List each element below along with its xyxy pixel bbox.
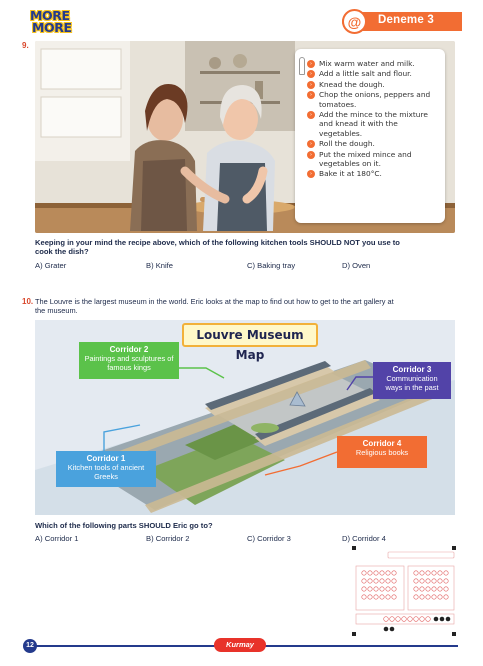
option-a[interactable]: A) Grater (35, 261, 67, 270)
option-c[interactable]: C) Baking tray (247, 261, 296, 270)
page-number: 12 (23, 639, 37, 653)
corridor-4-description: Religious books (355, 448, 409, 457)
corridor-2-title: Corridor 2 (109, 345, 149, 354)
answer-sheet-form (352, 546, 458, 638)
logo-line-2: MORE (32, 20, 72, 35)
at-symbol-icon: @ (342, 9, 367, 34)
arrow-bullet-icon: › (307, 81, 315, 89)
arrow-bullet-icon: › (307, 91, 315, 99)
arrow-bullet-icon: › (307, 60, 315, 68)
corridor-1-title: Corridor 1 (86, 454, 126, 463)
option-c[interactable]: C) Corridor 3 (247, 534, 291, 543)
answer-bubbles-graphic (352, 546, 458, 638)
arrow-bullet-icon: › (307, 111, 315, 119)
corridor-4-label (337, 436, 427, 468)
map-title: Louvre Museum Map (182, 323, 318, 347)
publisher-logo: Kurmay (214, 638, 266, 652)
recipe-step: › Knead the dough. (307, 80, 441, 89)
question-9-number: 9. (22, 41, 29, 50)
corridor-1-label (56, 451, 156, 487)
option-a[interactable]: A) Corridor 1 (35, 534, 79, 543)
option-b[interactable]: B) Corridor 2 (146, 534, 190, 543)
arrow-bullet-icon: › (307, 140, 315, 148)
recipe-step: › Add a little salt and flour. (307, 69, 441, 78)
question-9-text-line-1: Keeping in your mind the recipe above, which of the following kitchen tools SHOULD NOT you use to (35, 238, 400, 247)
corridor-4-title: Corridor 4 (362, 439, 402, 448)
recipe-step: › Mix warm water and milk. (307, 59, 441, 68)
option-d[interactable]: D) Corridor 4 (342, 534, 386, 543)
corridor-1-description: Kitchen tools of ancient Greeks (67, 463, 145, 481)
recipe-step: › Roll the dough. (307, 139, 441, 148)
question-9-text-line-2: cook the dish? (35, 247, 89, 256)
option-d[interactable]: D) Oven (342, 261, 371, 270)
arrow-bullet-icon: › (307, 170, 315, 178)
test-title: Deneme 3 (378, 14, 434, 26)
recipe-step: › Put the mixed mince and vegetables on it. (307, 150, 441, 169)
corridor-2-description: Paintings and sculptures of famous kings (84, 354, 174, 372)
corridor-3-label (373, 362, 451, 399)
question-10-intro-line-2: the museum. (35, 306, 78, 315)
logo-line-1: MORE (30, 8, 70, 23)
corridor-3-description: Communication ways in the past (385, 374, 439, 392)
arrow-bullet-icon: › (307, 151, 315, 159)
recipe-step: › Add the mince to the mixture and knead it with the vegetables. (307, 110, 441, 138)
question-10-number: 10. (22, 297, 34, 306)
question-10-intro-line-1: The Louvre is the largest museum in the world. Eric looks at the map to find out how to get to the art gallery at (35, 297, 394, 306)
recipe-step: › Chop the onions, peppers and tomatoes. (307, 90, 441, 109)
recipe-step: › Bake it at 180°C. (307, 169, 441, 178)
arrow-bullet-icon: › (307, 70, 315, 78)
question-10-text: Which of the following parts SHOULD Eric go to? (35, 521, 213, 530)
corridor-2-label (79, 342, 179, 379)
option-b[interactable]: B) Knife (146, 261, 174, 270)
corridor-3-title: Corridor 3 (392, 365, 432, 374)
